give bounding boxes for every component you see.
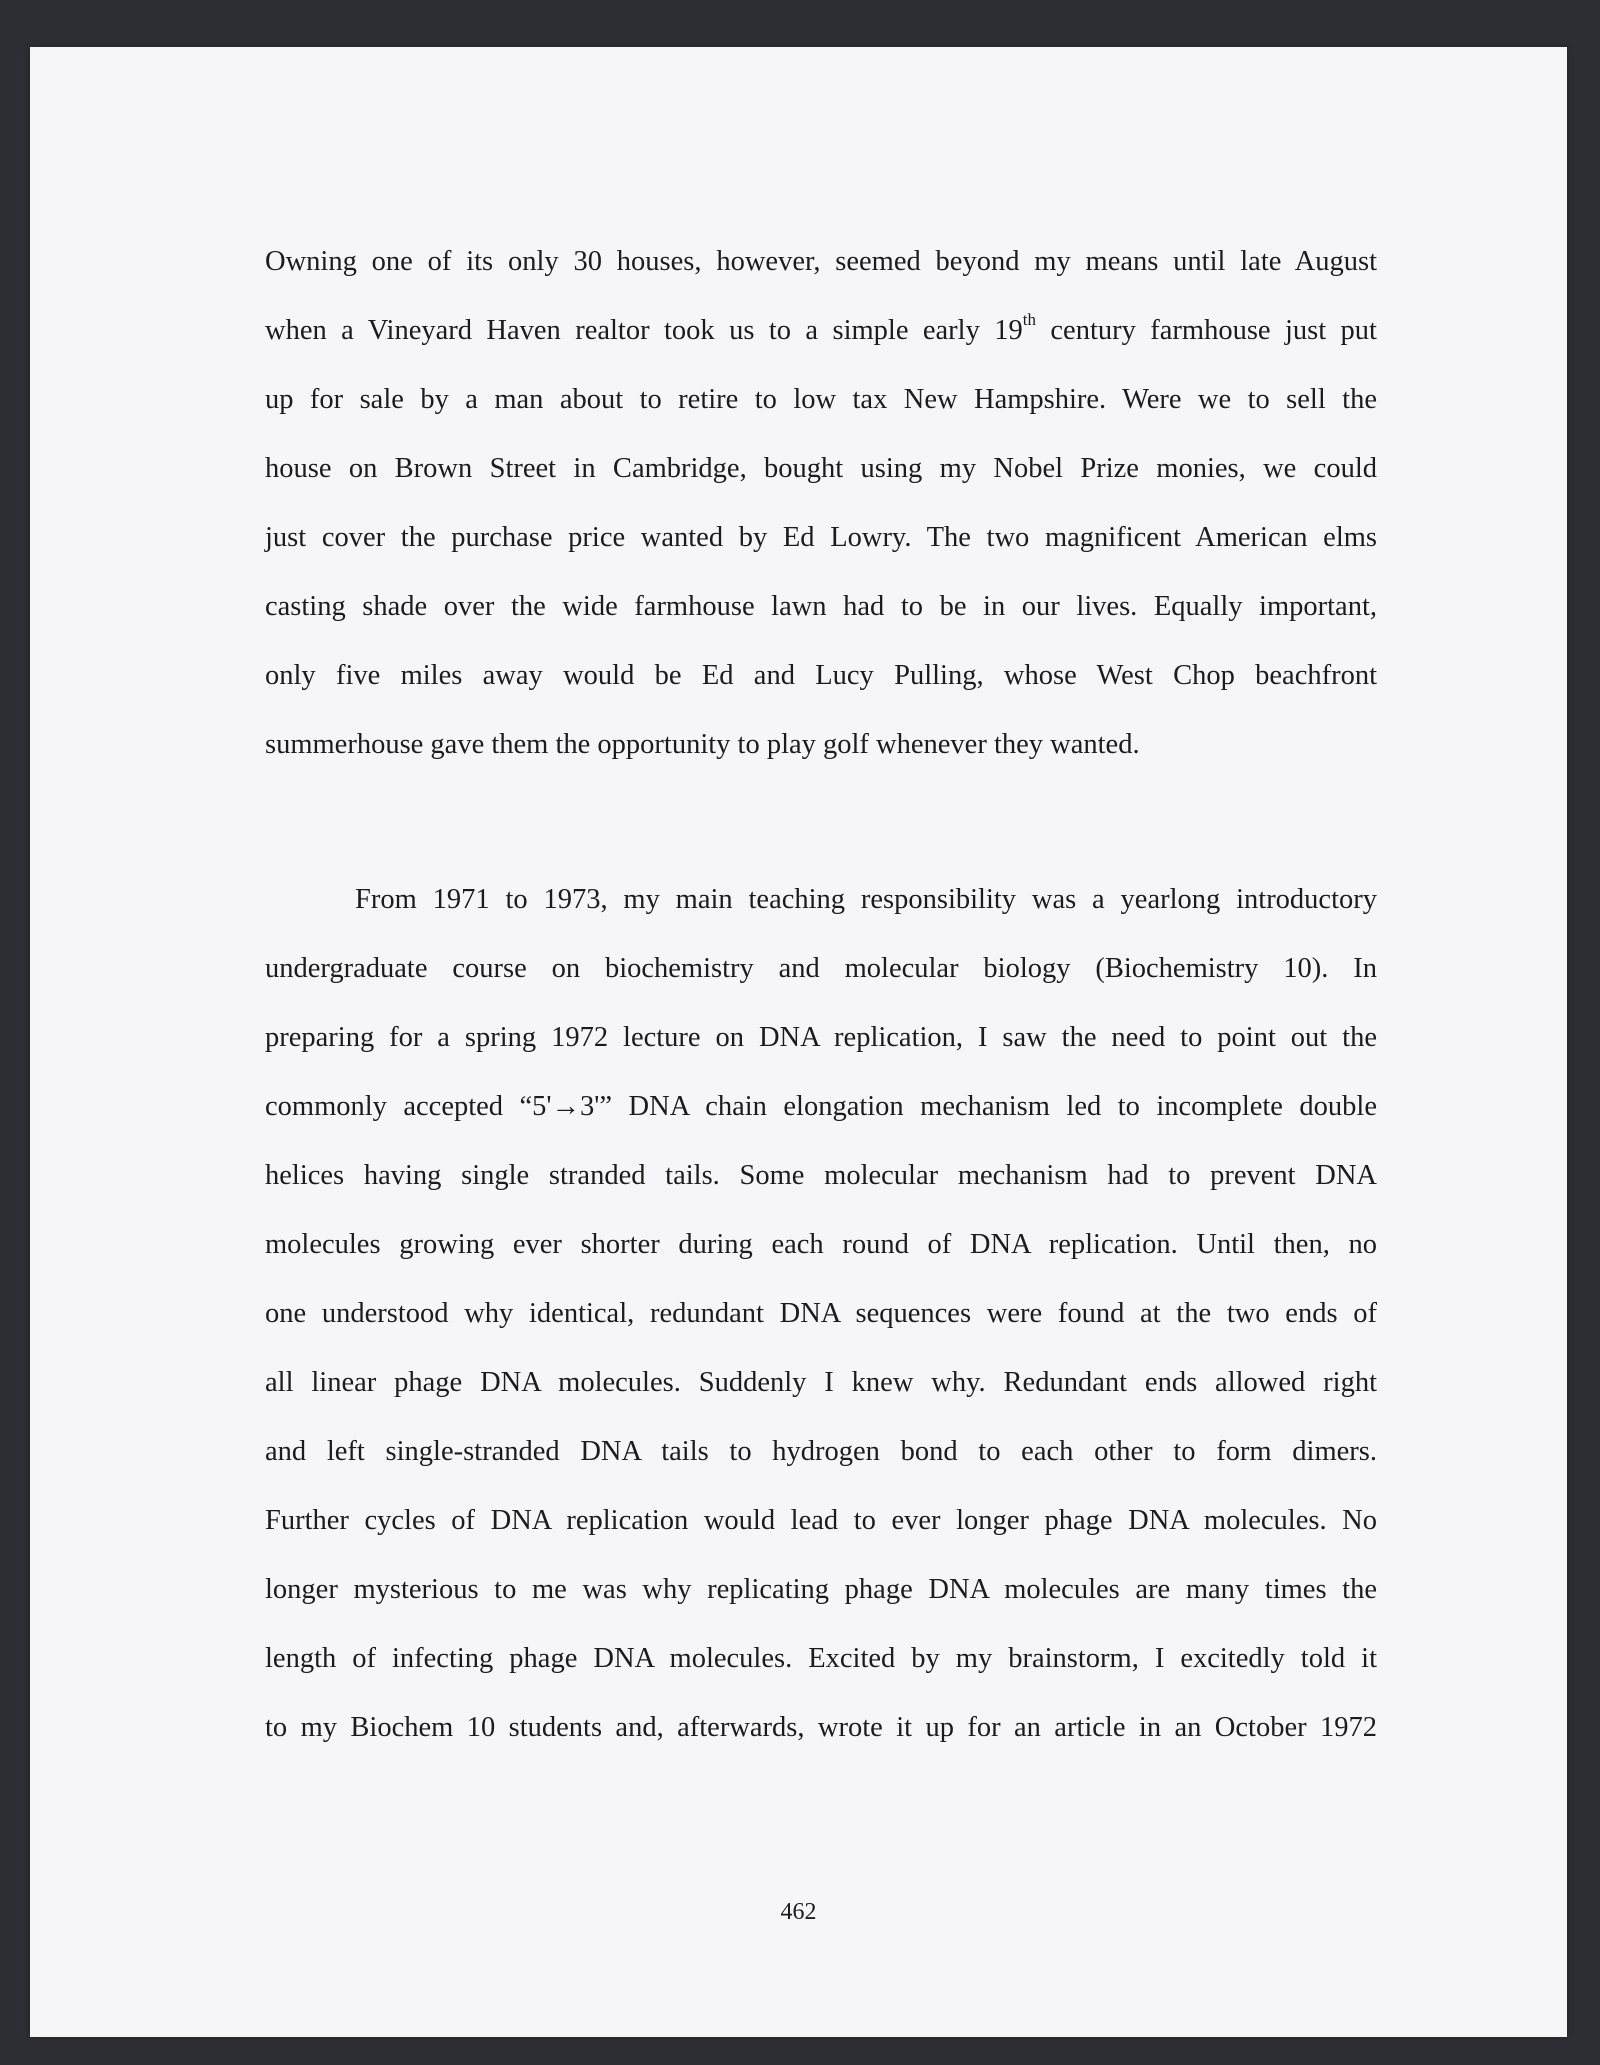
text-line: length of infecting phage DNA molecules. Excited by my brainstorm, I excitedly told it <box>265 1643 1377 1674</box>
text-line: undergraduate course on biochemistry and molecular biology (Biochemistry 10). In <box>265 953 1377 984</box>
page-number: 462 <box>780 1899 817 1925</box>
text-line: molecules growing ever shorter during each round of DNA replication. Until then, no <box>265 1229 1377 1260</box>
text-line: preparing for a spring 1972 lecture on DNA replication, I saw the need to point out the <box>265 1022 1377 1053</box>
text-line: helices having single stranded tails. Some molecular mechanism had to prevent DNA <box>265 1160 1377 1191</box>
text-line: only five miles away would be Ed and Lucy Pulling, whose West Chop beachfront <box>265 660 1377 691</box>
text-line: one understood why identical, redundant DNA sequences were found at the two ends of <box>265 1298 1377 1329</box>
text-line: longer mysterious to me was why replicating phage DNA molecules are many times the <box>265 1574 1377 1605</box>
text-line: Owning one of its only 30 houses, however, seemed beyond my means until late August <box>265 246 1377 277</box>
text-line <box>265 296 1377 365</box>
paragraph-dna-replication <box>265 865 1377 1762</box>
text-line: commonly accepted “5'→3'” DNA chain elongation mechanism led to incomplete double <box>265 1091 1377 1122</box>
superscript: th <box>1022 310 1036 329</box>
text-line: summerhouse gave them the opportunity to play golf whenever they wanted. <box>265 729 1140 760</box>
text-line: to my Biochem 10 students and, afterwards, wrote it up for an article in an October 1972 <box>265 1712 1377 1743</box>
paragraph-farmhouse <box>265 227 1377 779</box>
text-segment: century farmhouse just put <box>1035 315 1377 346</box>
text-line: up for sale by a man about to retire to low tax New Hampshire. Were we to sell the <box>265 384 1377 415</box>
text-line: casting shade over the wide farmhouse lawn had to be in our lives. Equally important, <box>265 591 1377 622</box>
text-line: all linear phage DNA molecules. Suddenly I knew why. Redundant ends allowed right <box>265 1367 1377 1398</box>
text-line: From 1971 to 1973, my main teaching responsibility was a yearlong introductory <box>355 884 1377 915</box>
text-line: and left single-stranded DNA tails to hydrogen bond to each other to form dimers. <box>265 1436 1377 1467</box>
text-line: house on Brown Street in Cambridge, bought using my Nobel Prize monies, we could <box>265 453 1377 484</box>
document-page <box>30 47 1567 2037</box>
text-line: Further cycles of DNA replication would lead to ever longer phage DNA molecules. No <box>265 1505 1377 1536</box>
text-segment: when a Vineyard Haven realtor took us to a simple early 19 <box>265 315 1023 346</box>
text-line: just cover the purchase price wanted by Ed Lowry. The two magnificent American elms <box>265 522 1377 553</box>
